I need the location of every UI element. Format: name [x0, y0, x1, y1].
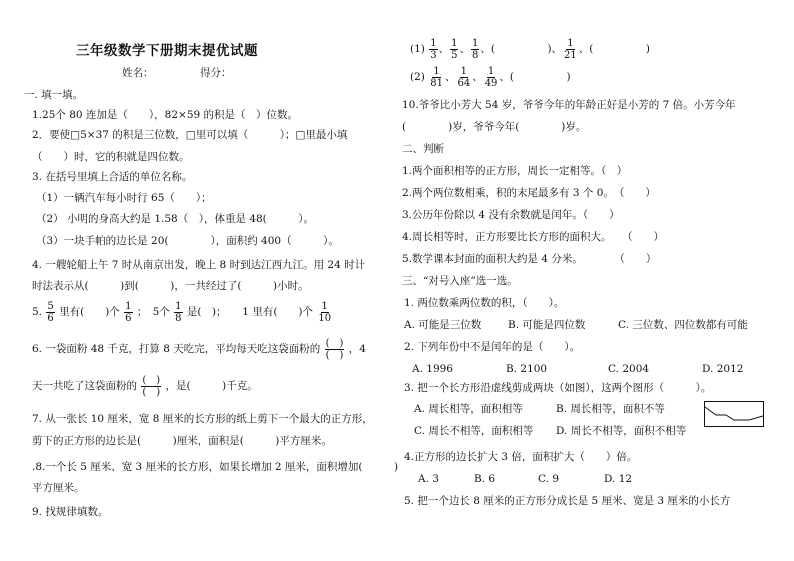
rectangle-cut-figure	[704, 401, 764, 431]
question-4-line2: 时法表示从( )到( )，一共经过了( )小时。	[32, 280, 309, 292]
fraction	[124, 301, 132, 324]
denominator: 6	[125, 312, 132, 324]
numerator: 1	[567, 37, 574, 49]
denominator: 10	[318, 312, 332, 324]
numerator: 1	[433, 65, 440, 77]
fraction	[429, 66, 444, 89]
question-3-item-2: （2） 小明的身高大约是 1.58（ ），体重是 48( ）。	[36, 213, 315, 225]
question-5-text-1: 里有( )个	[59, 306, 120, 318]
choice-4-options	[418, 472, 632, 486]
numerator: 1	[321, 300, 328, 312]
question-3-item-1: （1）一辆汽车每小时行 65（ ）；	[36, 192, 212, 204]
option-a: A. 3	[418, 473, 439, 485]
numerator: 1	[451, 37, 458, 49]
option-a: A. 周长相等，面积相等	[414, 403, 523, 415]
option-d: D. 2012	[702, 363, 744, 375]
section-fill-in: 一. 填一填。	[24, 89, 84, 101]
numerator: ( )	[325, 337, 344, 349]
question-6-line2	[32, 374, 258, 398]
numerator: 1	[125, 300, 132, 312]
denominator: 8	[471, 49, 479, 61]
question-7-line2: 剪下的正方形的边长是( )厘米，面积是( )平方厘米。	[32, 435, 332, 447]
choice-3-options-row1	[414, 402, 665, 416]
numerator: 1	[487, 65, 495, 77]
denominator: ( )	[142, 386, 161, 398]
question-10-line1: 10.爷爷比小芳大 54 岁，爷爷今年的年龄正好是小芳的 7 倍。小芳今年	[402, 99, 736, 111]
option-c: C. 周长不相等，面积相等	[414, 425, 534, 437]
judge-1: 1.两个面积相等的正方形，周长一定相等。（ ）	[402, 165, 628, 177]
question-5-text-3: 是( )； 1 里有( )个	[186, 306, 314, 318]
judge-2: 2.两个两位数相乘，积的末尾最多有 3 个 0。 （ ）	[402, 187, 656, 199]
choice-1: 1. 两位数乘两位数的积，（ ）。	[404, 297, 565, 309]
section-judge: 二、判断	[402, 143, 444, 155]
denominator: 49	[484, 77, 498, 89]
pattern-1-blank-1: ( )、	[490, 43, 563, 55]
numerator: 1	[460, 65, 467, 77]
choice-1-options	[404, 318, 748, 332]
option-b: B. 2100	[506, 363, 548, 375]
question-6-text-1-end: ，4	[348, 343, 366, 355]
option-a: A. 1996	[412, 363, 453, 375]
pattern-2-blank: 、( )	[499, 71, 571, 83]
question-5-text-2: ； 5个	[136, 306, 170, 318]
denominator: ( )	[325, 349, 344, 361]
option-d: D. 周长不相等，面积不相等	[556, 425, 687, 437]
denominator: 5	[451, 49, 458, 61]
option-b: B. 周长相等，面积不等	[556, 403, 665, 415]
option-c: C. 三位数、四位数都有可能	[618, 319, 748, 331]
fraction	[429, 38, 437, 61]
question-9: 9. 找规律填数。	[32, 506, 109, 518]
denominator: 64	[457, 77, 471, 89]
question-10-line2: ( )岁，爷爷今年( )岁。	[402, 121, 587, 133]
fraction	[450, 38, 458, 61]
option-b: B. 6	[474, 473, 496, 485]
question-2-line2: （ ）时，它的积就是四位数。	[32, 151, 190, 163]
choice-2: 2. 下列年份中不是闰年的是（ ）。	[404, 341, 581, 353]
question-5-prefix: 5.	[32, 306, 43, 318]
pattern-1: (1) $\frac{1}{3}$ 、 $\frac{1}{5}$ 、 $\frac{1}{8}$ 、( )、 $\frac{1}{21}$ 、( )	[410, 37, 650, 61]
question-3: 3. 在括号里填上合适的单位名称。	[32, 171, 193, 183]
question-8-line2: 平方厘米。	[32, 482, 85, 494]
judge-3: 3.公历年份除以 4 没有余数就是闰年。（ ）	[402, 209, 620, 221]
fraction	[563, 38, 578, 61]
fraction	[174, 301, 182, 324]
fraction-blank	[325, 338, 345, 361]
numerator: 5	[47, 300, 54, 312]
question-3-item-3: （3）一块手帕的边长是 20( ），面积约 400（ ）。	[36, 235, 339, 247]
option-d: D. 12	[604, 473, 633, 485]
fraction	[317, 301, 332, 324]
fraction	[471, 38, 479, 61]
numerator: 1	[430, 37, 437, 49]
fraction	[46, 301, 54, 324]
denominator: 3	[430, 49, 437, 61]
question-6-text-1: 6. 一袋面粉 48 千克，打算 8 天吃完，平均每天吃这袋面粉的	[32, 343, 321, 355]
question-8-line1: .8.一个长 5 厘米、宽 3 厘米的长方形，如果长增加 2 厘米，面积增加( )	[32, 461, 399, 473]
option-c: C. 9	[538, 473, 560, 485]
pattern-1-label: (1)	[410, 43, 425, 55]
question-1: 1.25个 80 连加是（ ），82×59 的积是（ ）位数。	[32, 109, 299, 121]
option-a: A. 可能是三位数	[404, 319, 482, 331]
question-2-line1: 2．要使□5×37 的积是三位数，□里可以填（ ）；□里最小填	[32, 129, 348, 141]
question-4-line1: 4. 一艘轮船上午 7 时从南京出发，晚上 8 时到达江西九江。用 24 时计	[32, 259, 366, 271]
pattern-1-blank-2: 、( )	[578, 43, 650, 55]
option-c: C. 2004	[608, 363, 650, 375]
numerator: 1	[471, 37, 479, 49]
question-7-line1: 7. 从一张长 10 厘米，宽 8 厘米的长方形的纸上剪下一个最大的正方形，	[32, 413, 373, 425]
name-label: 姓名：	[122, 67, 154, 79]
page-title: 三年级数学下册期末提优试题	[76, 43, 258, 59]
fraction-blank	[141, 375, 161, 398]
choice-3-options-row2	[414, 424, 686, 438]
numerator: 1	[175, 300, 182, 312]
choice-2-options	[412, 362, 743, 376]
judge-4: 4.周长相等时，正方形要比长方形的面积大。 （ ）	[402, 231, 665, 243]
choice-5: 5. 把一个边长 8 厘米的正方形分成长是 5 厘米、宽是 3 厘米的小长方	[404, 495, 731, 507]
question-6-text-2: 天一共吃了这袋面粉的	[32, 380, 137, 392]
choice-3: 3. 把一个长方形沿虚线剪成两块（如图），这两个图形（ ）。	[404, 382, 712, 394]
pattern-2: (2) $\frac{1}{81}$ 、 $\frac{1}{64}$ 、 $\frac{1}{49}$ 、( )	[410, 65, 571, 89]
denominator: 21	[564, 49, 577, 61]
fraction	[484, 66, 499, 89]
denominator: 6	[47, 312, 54, 324]
question-6-text-2-end: ，是( )千克。	[165, 380, 258, 392]
pattern-2-label: (2)	[410, 71, 425, 83]
denominator: 8	[175, 312, 182, 324]
fraction	[456, 66, 471, 89]
score-label: 得分：	[200, 67, 232, 79]
numerator: ( )	[142, 374, 161, 386]
denominator: 81	[430, 77, 443, 89]
question-5	[32, 300, 333, 324]
choice-4: 4.正方形的边长扩大 3 倍，面积扩大（ ）倍。	[404, 451, 638, 463]
section-choice: 三、“对号入座”选一选。	[402, 275, 518, 287]
judge-5: 5.数学课本封面的面积大约是 4 分米。 （ ）	[402, 253, 657, 265]
option-b: B. 可能是四位数	[508, 319, 586, 331]
question-6-line1	[32, 337, 366, 361]
